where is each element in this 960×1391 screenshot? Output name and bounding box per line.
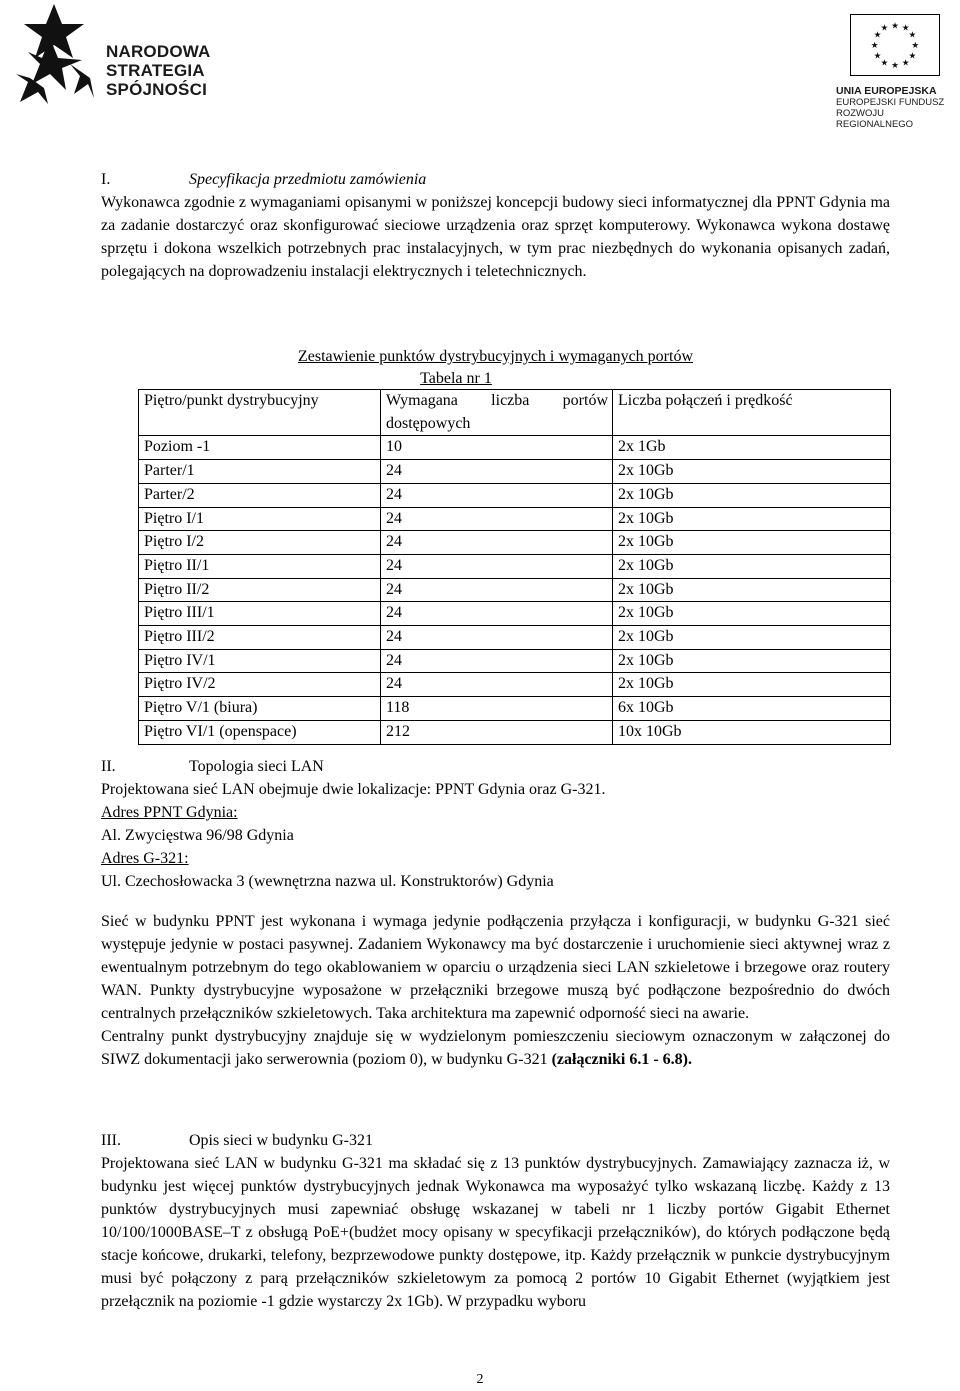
- address-1-label: Adres PPNT Gdynia:: [101, 804, 238, 821]
- table-cell: 24: [381, 673, 613, 697]
- table-cell: 24: [381, 531, 613, 555]
- section-2: [101, 755, 890, 893]
- svg-text:★: ★: [901, 23, 910, 34]
- svg-text:★: ★: [880, 58, 889, 69]
- table-cell: 2x 10Gb: [613, 673, 891, 697]
- section-3-heading: [101, 1129, 890, 1152]
- section-number: II.: [101, 758, 116, 775]
- table-cell: Piętro III/2: [139, 626, 381, 650]
- logo-line-2: STRATEGIA SPÓJNOŚCI: [106, 61, 207, 99]
- table-cell: Piętro I/1: [139, 507, 381, 531]
- table-header-cell: Liczba połączeń i prędkość: [613, 390, 891, 436]
- table-row: [139, 626, 891, 650]
- table-header-row: [139, 390, 891, 436]
- eu-line-2: EUROPEJSKI FUNDUSZ: [836, 97, 945, 108]
- narodowa-strategia-star-logo-icon: [10, 4, 94, 104]
- table-cell: 24: [381, 483, 613, 507]
- paragraph-text: Centralny punkt dystrybucyjny znajduje się w wydzielonym pomieszczeniu sieciowym oznaczonym w załączonej do SIWZ dokumentacji jako serwerownia (poziom 0), w budynku G-321: [101, 1028, 890, 1068]
- eu-logo: [836, 14, 956, 130]
- table-row: [139, 673, 891, 697]
- table-cell: 212: [381, 720, 613, 744]
- table-cell: 118: [381, 697, 613, 721]
- table-row: [139, 578, 891, 602]
- table-cell: 2x 10Gb: [613, 554, 891, 578]
- table-row: [139, 531, 891, 555]
- table-cell: 2x 10Gb: [613, 578, 891, 602]
- svg-text:★: ★: [911, 40, 920, 51]
- svg-text:★: ★: [891, 21, 899, 32]
- table-row: [139, 507, 891, 531]
- svg-text:★: ★: [873, 30, 882, 41]
- svg-text:★: ★: [891, 61, 899, 72]
- table-cell: 2x 10Gb: [613, 460, 891, 484]
- table-cell: 2x 1Gb: [613, 436, 891, 460]
- table-cell: 6x 10Gb: [613, 697, 891, 721]
- distribution-points-table: [138, 389, 891, 745]
- table-cell: 2x 10Gb: [613, 602, 891, 626]
- section-number: I.: [101, 171, 111, 188]
- section-2-body: [101, 910, 890, 1071]
- logo-line-1: NARODOWA: [106, 42, 211, 61]
- address-2: Ul. Czechosłowacka 3 (wewnętrzna nazwa ul. Konstruktorów) Gdynia: [101, 873, 554, 890]
- table-cell: Piętro III/1: [139, 602, 381, 626]
- table-row: [139, 602, 891, 626]
- section-title: Specyfikacja przedmiotu zamówienia: [189, 171, 427, 188]
- table-row: [139, 554, 891, 578]
- eu-line-1: UNIA EUROPEJSKA: [836, 85, 937, 97]
- attachments-ref: (załączniki 6.1 - 6.8).: [551, 1051, 692, 1068]
- svg-text:★: ★: [873, 51, 882, 62]
- table-row: [139, 649, 891, 673]
- page-number: 2: [476, 1372, 484, 1387]
- table-cell: Poziom -1: [139, 436, 381, 460]
- section-1: [101, 168, 890, 283]
- table-cell: Piętro I/2: [139, 531, 381, 555]
- table-header-cell: Wymagana liczba portów dostępowych: [381, 390, 613, 436]
- table-cell: Parter/2: [139, 483, 381, 507]
- table-cell: Piętro V/1 (biura): [139, 697, 381, 721]
- section-3: [101, 1129, 890, 1313]
- svg-text:★: ★: [908, 51, 917, 62]
- table-cell: 24: [381, 507, 613, 531]
- table-cell: Piętro IV/2: [139, 673, 381, 697]
- table-cell: Parter/1: [139, 460, 381, 484]
- table-cell: Piętro VI/1 (openspace): [139, 720, 381, 744]
- table-header-cell: Piętro/punkt dystrybucyjny: [139, 390, 381, 436]
- section-2-paragraph-2: [101, 1025, 890, 1071]
- table-cell: 2x 10Gb: [613, 531, 891, 555]
- table-cell: 2x 10Gb: [613, 483, 891, 507]
- table-row: [139, 483, 891, 507]
- table-cell: 24: [381, 578, 613, 602]
- table-cell: 24: [381, 602, 613, 626]
- table-cell: 2x 10Gb: [613, 507, 891, 531]
- section-1-paragraph: Wykonawca zgodnie z wymaganiami opisanymi w poniższej koncepcji budowy sieci informatycznej dla PPNT Gdynia ma za zadanie dostarczyć oraz skonfigurować sieciowe urządzenia oraz sprzęt komputerowy. Wykonawca wykona dostawę sprzętu i dokona wszelkich potrzebnych prac instalacyjnych, w tym prac niezbędnych do wykonania opisanych zadań, polegających na doprowadzeniu instalacji elektrycznych i teletechnicznych.: [101, 194, 890, 280]
- table-row: [139, 720, 891, 744]
- table-row: [139, 697, 891, 721]
- section-1-heading: [101, 168, 890, 191]
- table-cell: 24: [381, 460, 613, 484]
- table-cell: 24: [381, 626, 613, 650]
- section-title: Topologia sieci LAN: [189, 758, 324, 775]
- eu-flag-icon: [850, 14, 940, 76]
- address-1: Al. Zwycięstwa 96/98 Gdynia: [101, 827, 294, 844]
- section-number: III.: [101, 1132, 121, 1149]
- narodowa-strategia-logo: [10, 4, 300, 104]
- table-cell: 24: [381, 649, 613, 673]
- svg-text:★: ★: [870, 40, 879, 51]
- table-row: [139, 436, 891, 460]
- svg-text:★: ★: [908, 30, 917, 41]
- table-cell: 24: [381, 554, 613, 578]
- eu-line-3: ROZWOJU REGIONALNEGO: [836, 108, 914, 130]
- section-title: Opis sieci w budynku G-321: [189, 1132, 373, 1149]
- section-2-intro: Projektowana sieć LAN obejmuje dwie lokalizacje: PPNT Gdynia oraz G-321.: [101, 781, 606, 798]
- address-2-label: Adres G-321:: [101, 850, 189, 867]
- section-3-paragraph: Projektowana sieć LAN w budynku G-321 ma składać się z 13 punktów dystrybucyjnych. Zamawiający zaznacza iż, w budynku jest więcej punktów dystrybucyjnych jednak Wykonawca ma wyposażyć tylko wskazaną liczbę. Każdy z 13 punktów dystrybucyjnych musi zapewniać obsługę wskazanej w tabeli nr 1 liczby portów Gigabit Ethernet 10/100/1000BASE–T z obsługą PoE+(budżet mocy opisany w specyfikacji przełączników), do których podłączone będą stacje końcowe, drukarki, telefony, bezprzewodowe punkty dostępowe, itp. Każdy przełącznik w punkcie dystrybucyjnym musi być połączony z parą przełączników szkieletowym za pomocą 2 portów 10 Gigabit Ethernet (wyjątkiem jest przełącznik na poziomie -1 gdzie wystarczy 2x 1Gb). W przypadku wyboru: [101, 1155, 890, 1310]
- table-cell: 10: [381, 436, 613, 460]
- table-cell: Piętro IV/1: [139, 649, 381, 673]
- table-row: [139, 460, 891, 484]
- section-2-paragraph-1: Sieć w budynku PPNT jest wykonana i wymaga jedynie podłączenia przyłącza i konfiguracji, w budynku G-321 sieć występuje jedynie w postaci pasywnej. Zadaniem Wykonawcy ma być dostarczenie i uruchomienie sieci aktywnej wraz z ewentualnym potrzebnym do tego okablowaniem w oparciu o urządzenia sieci LAN szkieletowe i brzegowe oraz routery WAN. Punkty dystrybucyjne wyposażone w przełączniki brzegowe muszą być podłączone bezpośrednio do dwóch centralnych przełączników szkieletowych. Taka architektura ma zapewnić odporność sieci na awarie.: [101, 913, 890, 1022]
- table-cell: Piętro II/1: [139, 554, 381, 578]
- section-2-heading: [101, 755, 890, 778]
- svg-text:★: ★: [901, 58, 910, 69]
- table-cell: 2x 10Gb: [613, 626, 891, 650]
- table-cell: 2x 10Gb: [613, 649, 891, 673]
- svg-text:★: ★: [880, 23, 889, 34]
- table-cell: 10x 10Gb: [613, 720, 891, 744]
- table-caption: Zestawienie punktów dystrybucyjnych i wymaganych portów: [297, 348, 694, 365]
- table-cell: Piętro II/2: [139, 578, 381, 602]
- table-subcaption: Tabela nr 1: [420, 370, 492, 387]
